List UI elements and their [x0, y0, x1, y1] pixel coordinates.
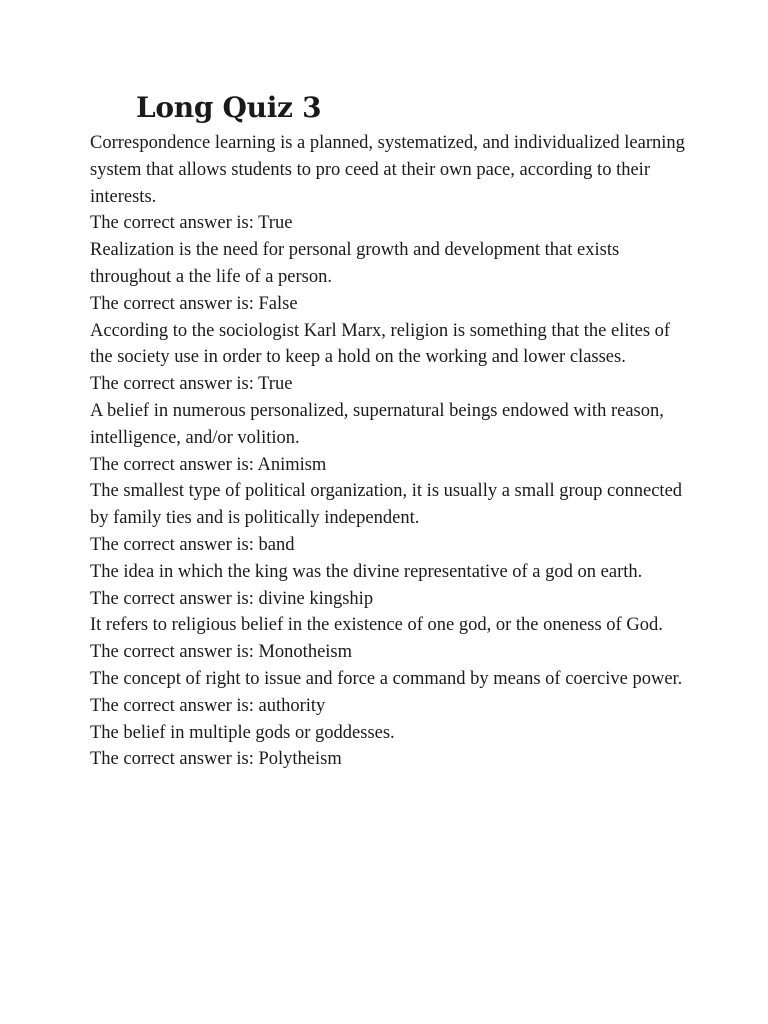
quiz-item: [90, 720, 690, 774]
answer-text: The correct answer is: Monotheism: [90, 642, 353, 663]
answer-text: The correct answer is: True: [90, 374, 293, 395]
quiz-item: [90, 318, 690, 398]
question-text: Correspondence learning is a planned, systematized, and individualized learning system that allows students to pro ceed at their own pace, according to their interests.: [90, 133, 685, 207]
quiz-item: [90, 559, 690, 613]
quiz-item: [90, 130, 690, 237]
quiz-item: [90, 666, 690, 720]
answer-text: The correct answer is: False: [90, 293, 298, 314]
quiz-item: [90, 237, 690, 317]
answer-text: The correct answer is: Polytheism: [90, 749, 342, 770]
question-text: The smallest type of political organization, it is usually a small group connected by family ties and is politically independent.: [90, 481, 683, 529]
answer-text: The correct answer is: True: [90, 213, 293, 234]
answer-text: The correct answer is: authority: [90, 695, 326, 716]
question-text: The belief in multiple gods or goddesses.: [90, 722, 395, 743]
quiz-item: [90, 478, 690, 558]
answer-text: The correct answer is: Animism: [90, 454, 327, 475]
question-text: A belief in numerous personalized, supernatural beings endowed with reason, intelligence, and/or volition.: [90, 400, 664, 448]
answer-text: The correct answer is: band: [90, 534, 295, 555]
quiz-item: [90, 398, 690, 478]
answer-text: The correct answer is: divine kingship: [90, 588, 374, 609]
question-text: The concept of right to issue and force a command by means of coercive power.: [90, 668, 683, 689]
quiz-item: [90, 612, 690, 666]
question-text: According to the sociologist Karl Marx, religion is something that the elites of the society use in order to keep a hold on the working and lower classes.: [90, 320, 671, 368]
quiz-body: [90, 130, 690, 773]
question-text: The idea in which the king was the divine representative of a god on earth.: [90, 561, 643, 582]
question-text: Realization is the need for personal growth and development that exists throughout a the life of a person.: [90, 240, 620, 287]
question-text: It refers to religious belief in the existence of one god, or the oneness of God.: [90, 615, 663, 636]
document-title: Long Quiz 3: [136, 91, 322, 124]
